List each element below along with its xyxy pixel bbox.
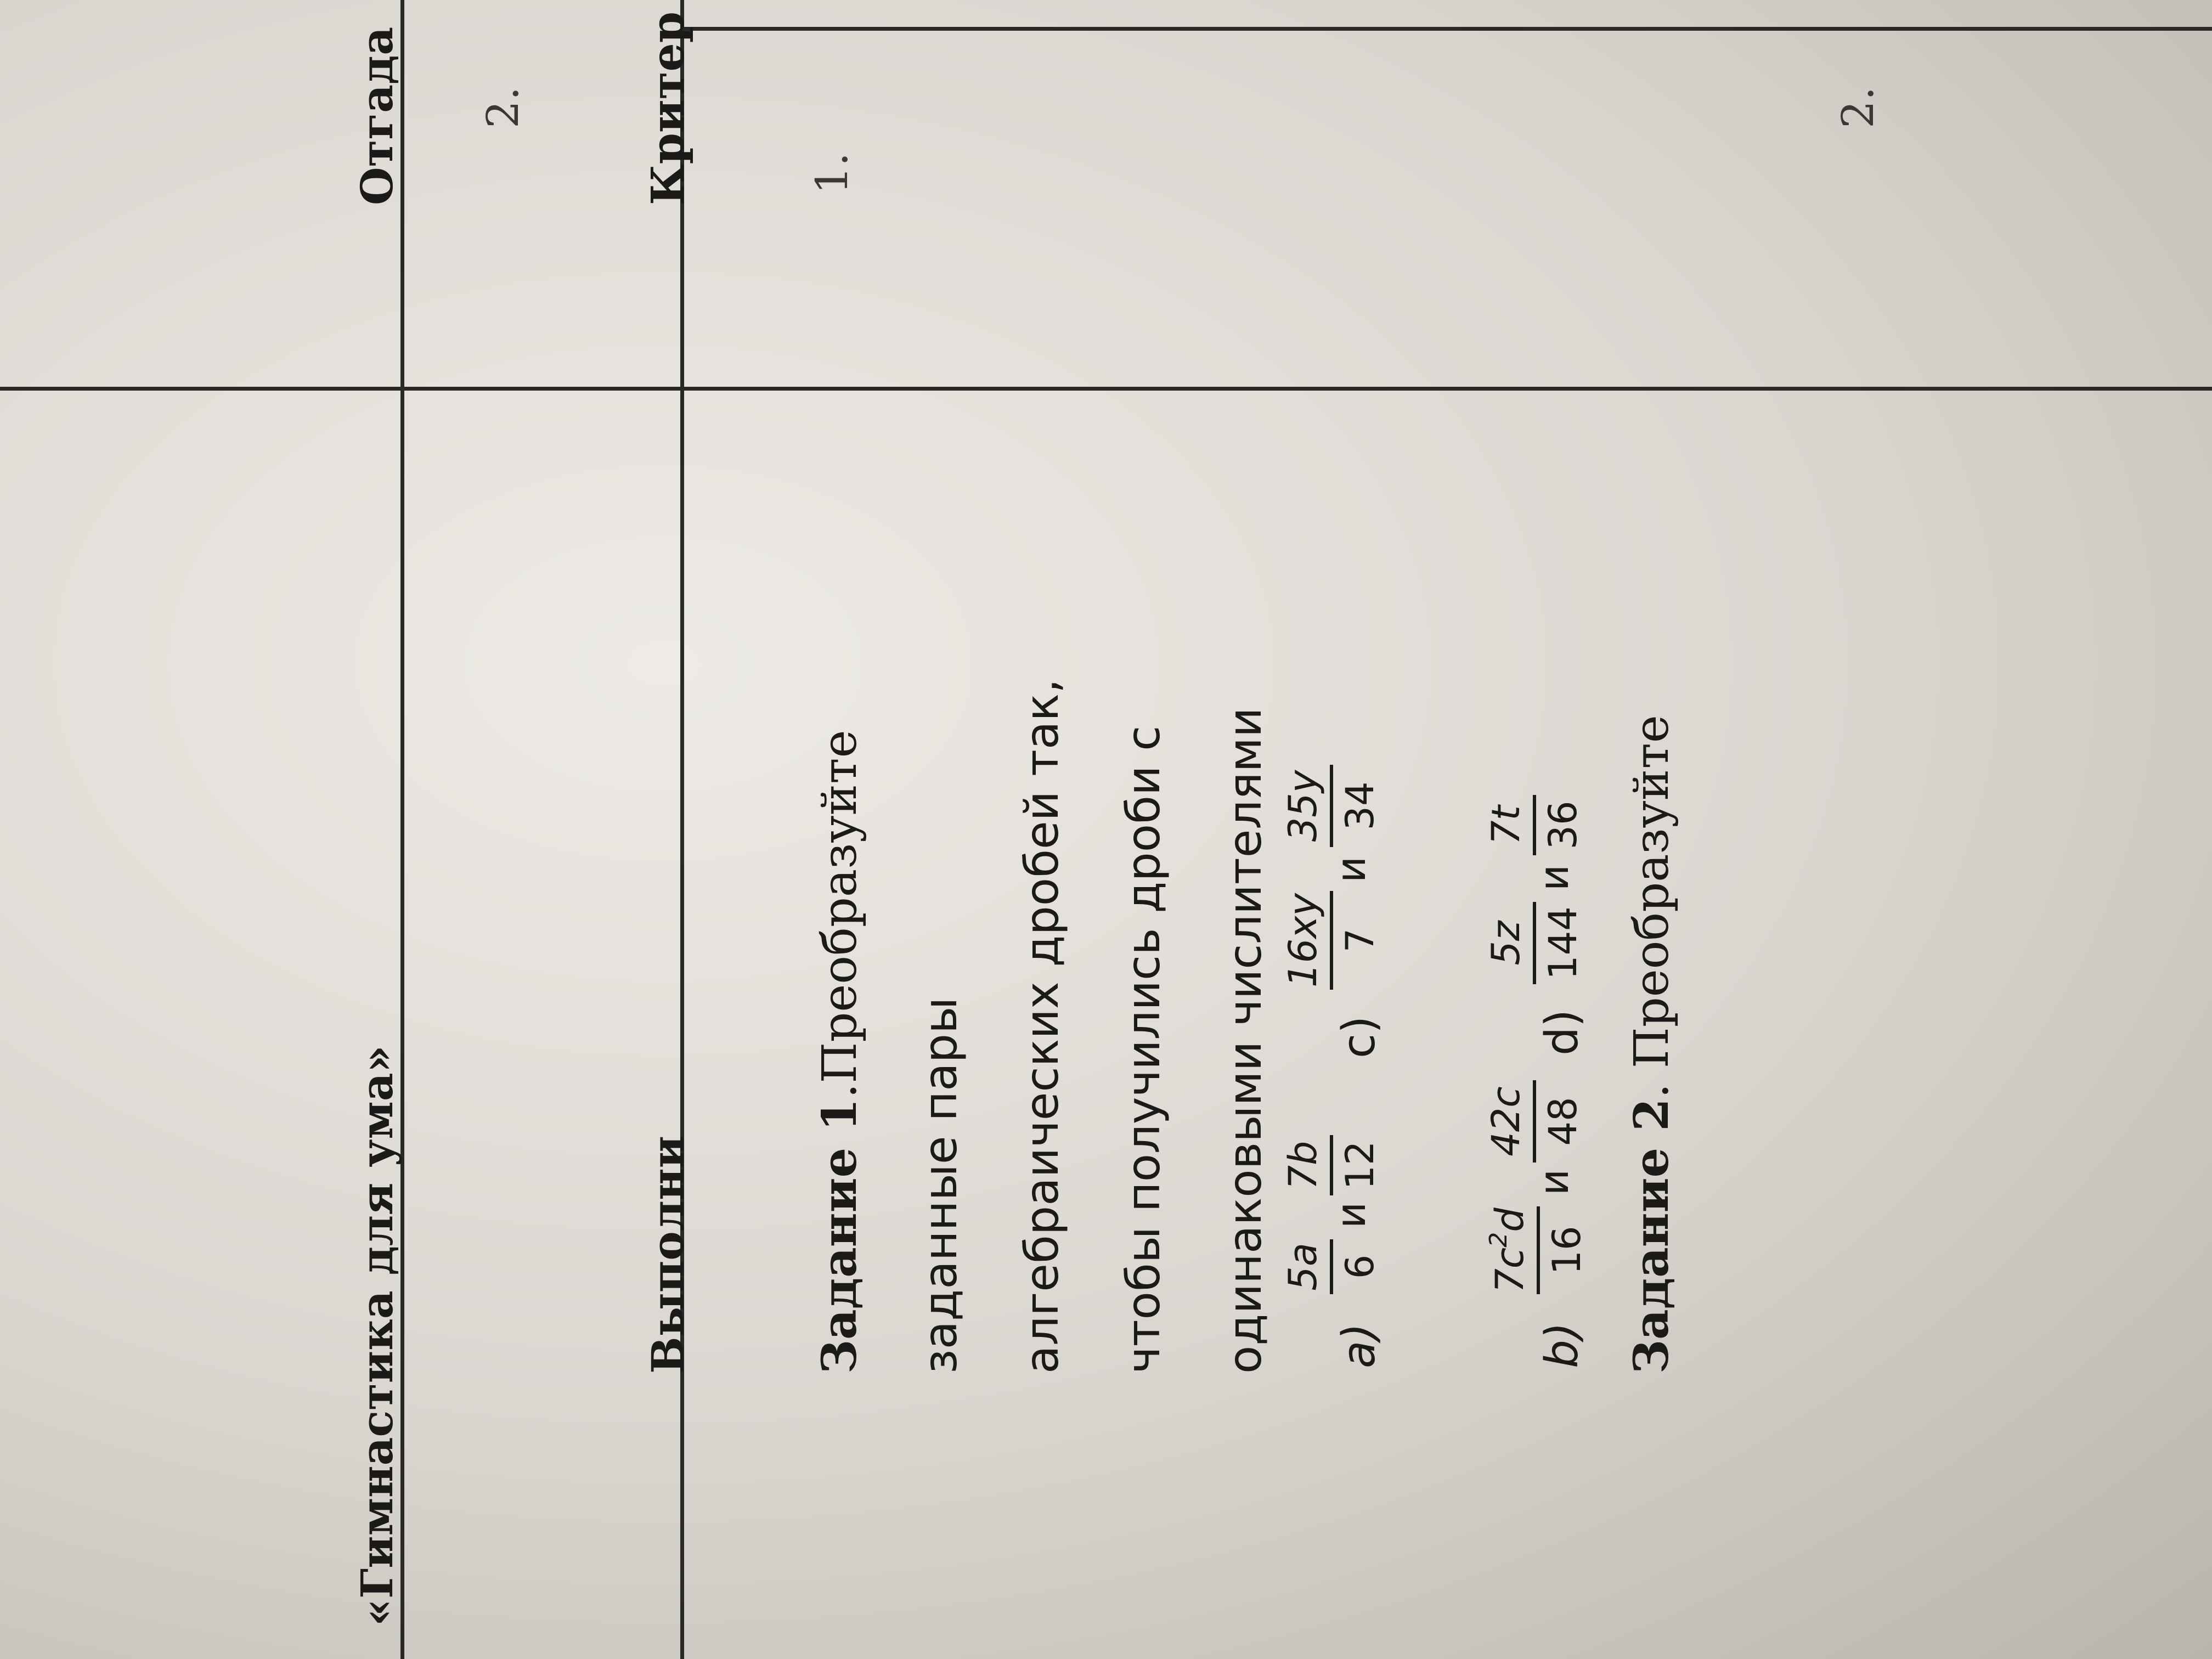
fraction-bar — [1330, 1135, 1333, 1195]
criteria-heading: Критер — [642, 11, 695, 205]
table-column-divider — [0, 387, 2212, 391]
fraction-bar — [1330, 1239, 1333, 1294]
task1-line: алгебраических дробей так, — [1015, 679, 1069, 1374]
fraction-bar — [1537, 1206, 1540, 1294]
fraction-c2 — [1280, 765, 1383, 847]
denominator: 48 — [1541, 1097, 1585, 1146]
fraction-d1 — [1483, 902, 1585, 984]
denominator: 6 — [1338, 1254, 1383, 1279]
denominator: 16 — [1544, 1226, 1589, 1275]
task2-intro: . Преобразуйте — [1624, 715, 1679, 1098]
denominator: 7 — [1338, 928, 1383, 953]
answer-item-2: 2. — [477, 86, 528, 128]
task1-intro: .Преобразуйте — [812, 730, 867, 1098]
task1-line: одинаковыми числителями — [1218, 707, 1272, 1374]
task1-first-line — [812, 730, 867, 1374]
numerator: $7c^2d$ — [1485, 1207, 1532, 1293]
denominator: 34 — [1338, 781, 1383, 831]
conjunction: и — [1328, 856, 1375, 883]
table-right-border — [680, 27, 2212, 31]
task2-label: Задание 2 — [1624, 1098, 1679, 1374]
fraction-b1 — [1485, 1206, 1589, 1294]
section-heading: Выполни — [642, 1135, 693, 1374]
page-title: «Гимнастика для ума» — [351, 1045, 403, 1626]
numerator: 7t — [1483, 805, 1528, 845]
numerator: 16xy — [1280, 893, 1325, 988]
fraction-bar — [1330, 765, 1333, 847]
criteria-item-2: 2. — [1832, 86, 1883, 128]
conjunction: и — [1531, 864, 1578, 891]
item-a-marker: a) — [1333, 1323, 1385, 1368]
task1-line: чтобы получились дроби с — [1116, 725, 1170, 1374]
numerator: 5a — [1280, 1243, 1325, 1291]
fraction-c1 — [1280, 891, 1383, 990]
numerator: 5z — [1483, 921, 1528, 966]
denominator: 36 — [1541, 800, 1585, 850]
fraction-bar — [1330, 891, 1333, 990]
task1-line: заданные пары — [913, 997, 967, 1374]
denominator: 12 — [1338, 1141, 1383, 1190]
fraction-a2 — [1280, 1135, 1383, 1195]
item-c-marker: c) — [1333, 1015, 1385, 1058]
table-divider-row — [680, 0, 684, 1659]
fraction-a1 — [1280, 1239, 1383, 1294]
criteria-item-1: 1. — [806, 152, 857, 194]
numerator: 35y — [1280, 770, 1325, 842]
task2-line — [1624, 715, 1679, 1374]
conjunction: и — [1328, 1201, 1375, 1228]
fraction-b2 — [1483, 1080, 1585, 1163]
conjunction: и — [1531, 1169, 1578, 1195]
answer-heading: Отгада — [351, 26, 403, 205]
item-b-marker: b) — [1536, 1322, 1588, 1368]
fraction-d2 — [1483, 795, 1585, 855]
numerator: 42c — [1483, 1086, 1528, 1156]
task1-label: Задание 1 — [812, 1098, 867, 1374]
denominator: 144 — [1541, 906, 1585, 980]
numerator: 7b — [1280, 1141, 1325, 1190]
item-d-marker: d) — [1536, 1009, 1588, 1056]
fraction-bar — [1533, 902, 1536, 984]
fraction-bar — [1533, 795, 1536, 855]
fraction-bar — [1533, 1080, 1536, 1163]
